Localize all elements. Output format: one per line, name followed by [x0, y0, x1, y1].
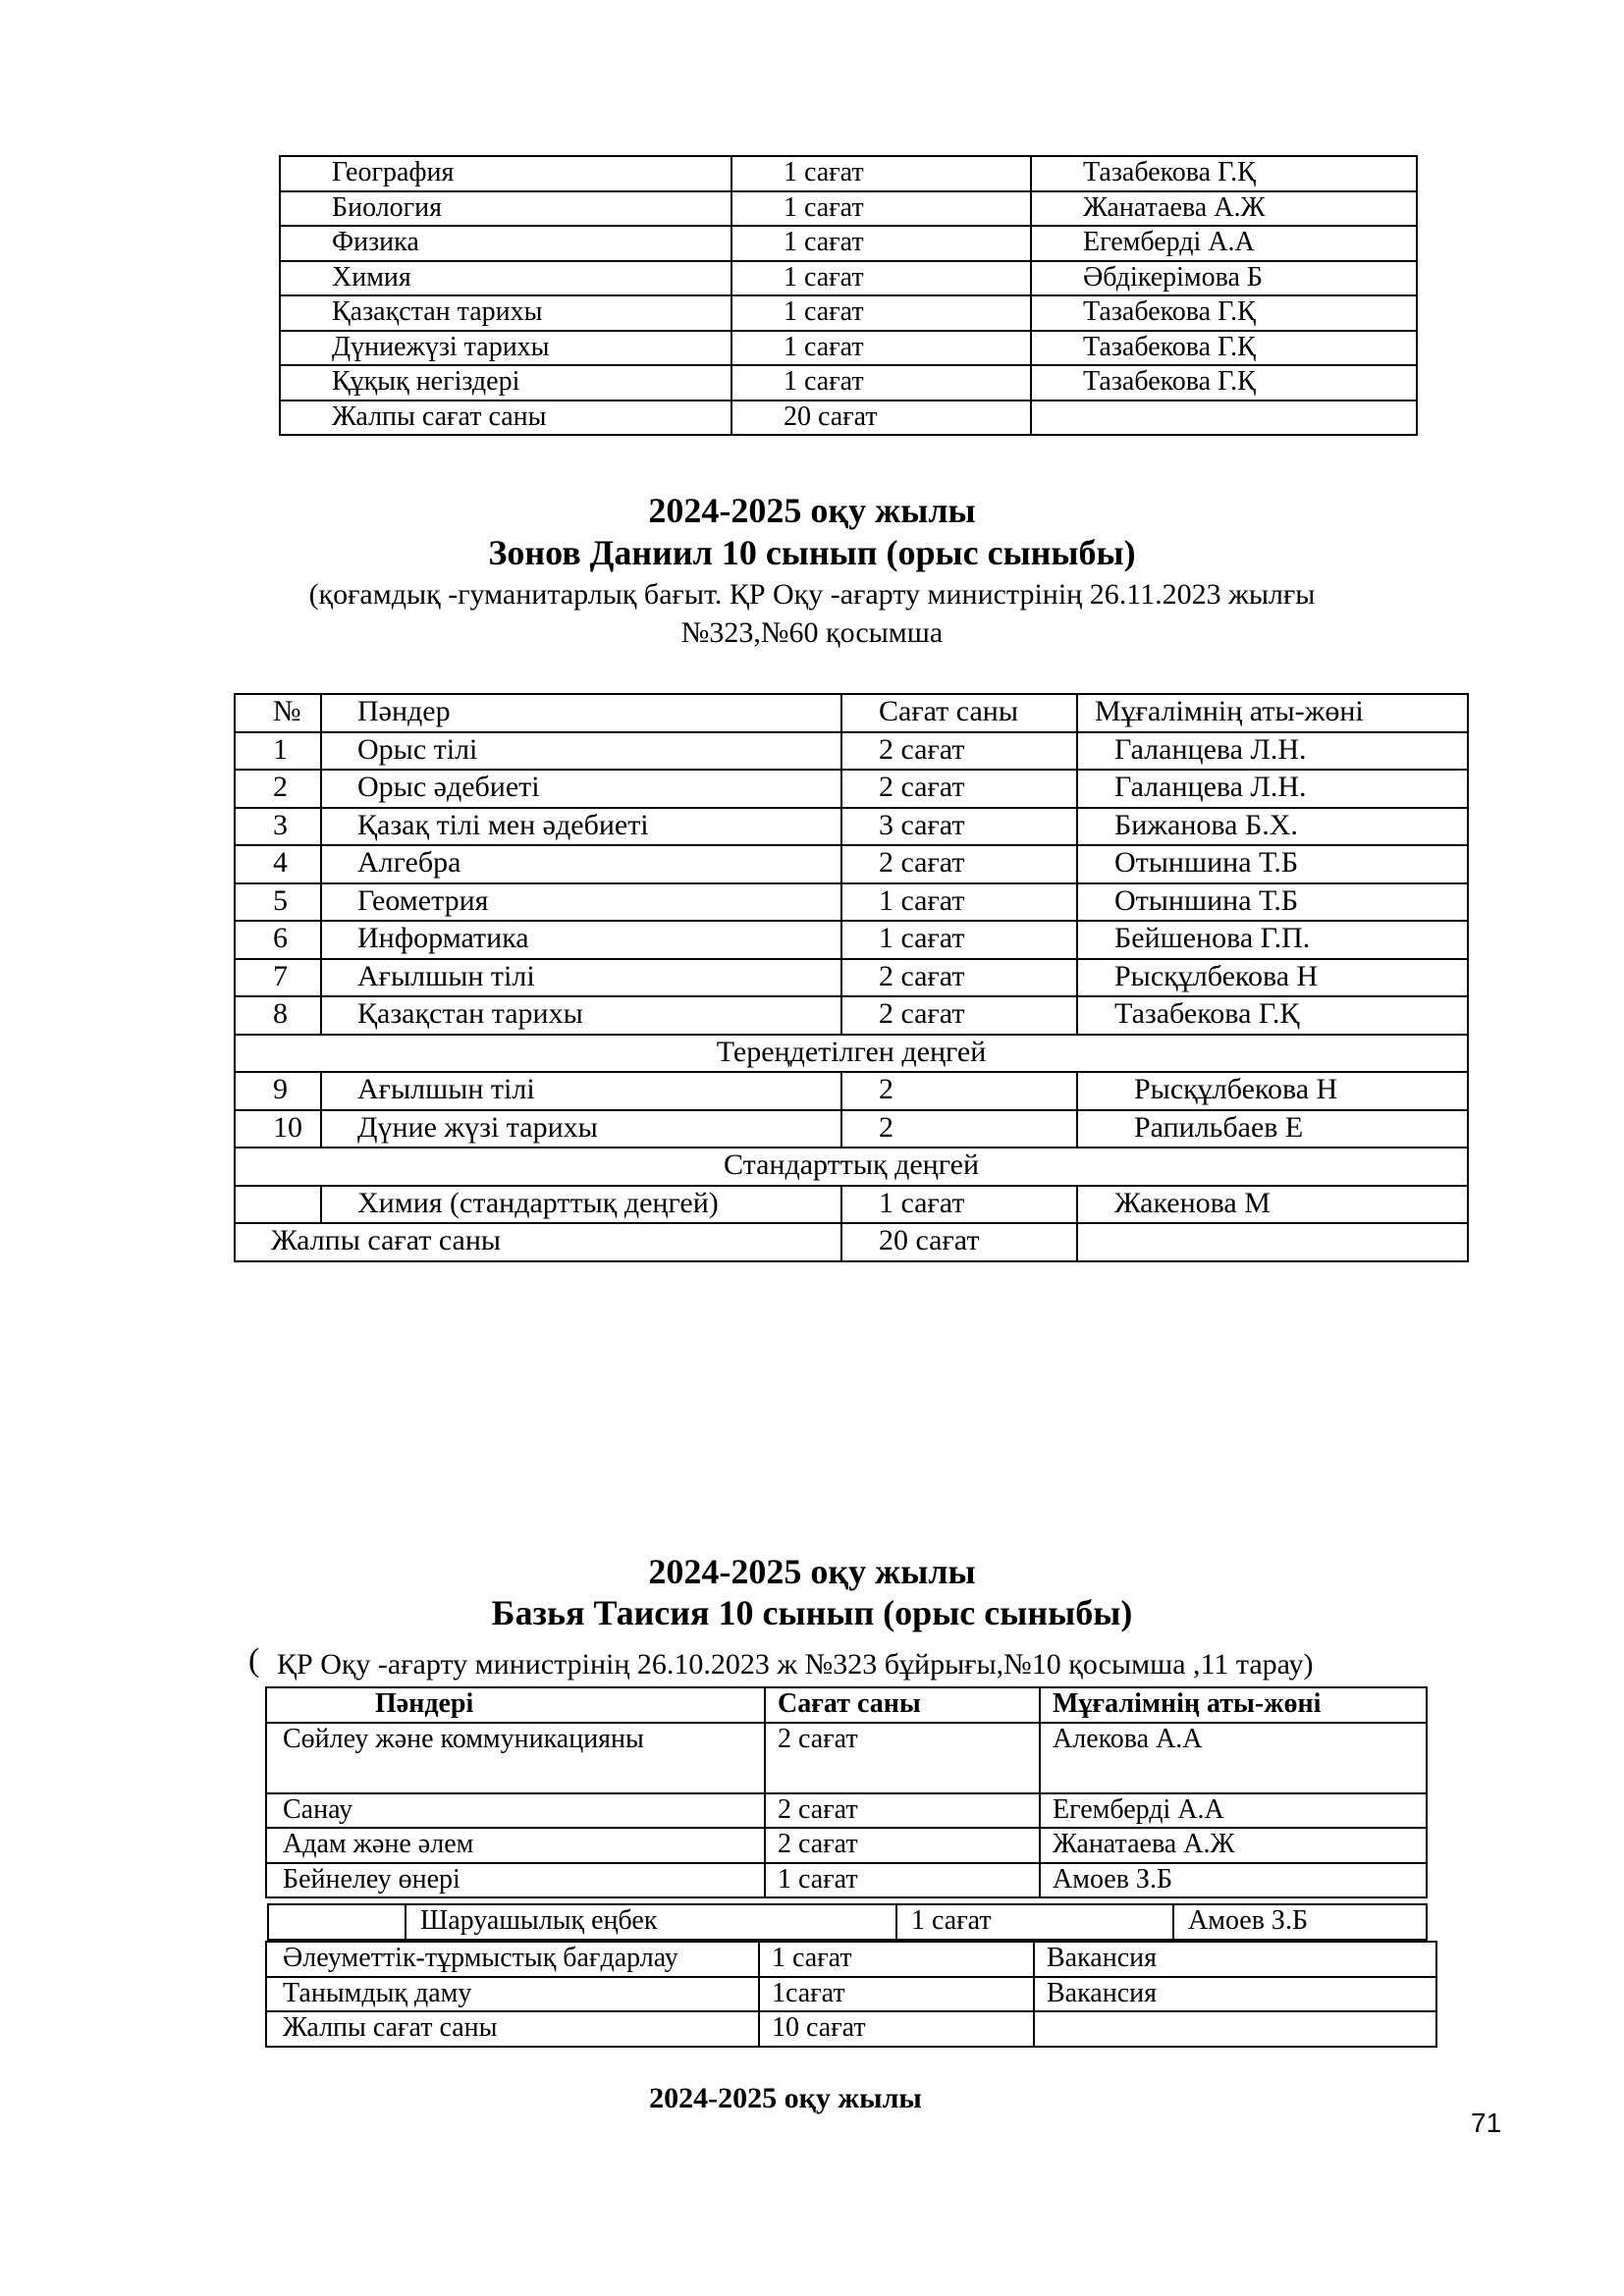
- num-cell: 5: [235, 883, 321, 922]
- table-row: [266, 1942, 1436, 1977]
- section2-note-line1: (қоғамдық -гуманитарлық бағыт. ҚР Оқу -ағарту министрінің 26.11.2023 жылғы: [308, 578, 1316, 611]
- empty-cell: [268, 1904, 406, 1940]
- zonov-subjects-table: [234, 693, 1469, 1262]
- empty-cell: [1031, 400, 1417, 436]
- hours-cell: 1 сағат: [759, 1942, 1034, 1977]
- subject-cell: Ағылшын тілі: [321, 1072, 841, 1110]
- teacher-cell: Бейшенова Г.П.: [1077, 921, 1468, 959]
- bazya-labour-row: [267, 1903, 1428, 1941]
- teacher-cell: Жакенова М: [1077, 1186, 1468, 1224]
- teacher-cell: Тазабекова Г.Қ: [1031, 331, 1417, 366]
- total-label: Жалпы сағат саны: [235, 1223, 841, 1261]
- total-hours: 20 сағат: [731, 400, 1031, 436]
- teacher-cell: Амоев З.Б: [1173, 1904, 1427, 1940]
- hours-cell: 1 сағат: [731, 226, 1031, 261]
- empty-cell: [1077, 1223, 1468, 1261]
- table-row: [280, 365, 1417, 400]
- hours-cell: 2 сағат: [841, 959, 1077, 997]
- header-subject: Пәндері: [266, 1687, 765, 1723]
- hours-cell: 1сағат: [759, 1977, 1034, 2012]
- teacher-cell: Жанатаева А.Ж: [1040, 1828, 1427, 1863]
- teacher-cell: Бижанова Б.Х.: [1077, 808, 1468, 846]
- subject-cell: Биология: [280, 191, 731, 227]
- total-label: Жалпы сағат саны: [280, 400, 731, 436]
- header-row: [235, 694, 1468, 732]
- teacher-cell: Тазабекова Г.Қ: [1031, 156, 1417, 191]
- subject-cell: Адам және әлем: [266, 1828, 765, 1863]
- teacher-cell: Отыншина Т.Б: [1077, 845, 1468, 883]
- subject-cell: Құқық негіздері: [280, 365, 731, 400]
- hours-cell: 1 сағат: [896, 1904, 1173, 1940]
- table-row: [280, 191, 1417, 227]
- table-row: [235, 1186, 1468, 1224]
- hours-cell: 2 сағат: [765, 1793, 1040, 1829]
- table-row: [235, 1072, 1468, 1110]
- subject-cell: Танымдық даму: [266, 1977, 759, 2012]
- table-row: [235, 959, 1468, 997]
- teacher-cell: Тазабекова Г.Қ: [1077, 996, 1468, 1035]
- level-row: [235, 1148, 1468, 1186]
- hours-cell: 1 сағат: [731, 365, 1031, 400]
- num-cell: 3: [235, 808, 321, 846]
- hours-cell: 1 сағат: [841, 883, 1077, 922]
- table-row: [280, 226, 1417, 261]
- header-hours: Сағат саны: [841, 694, 1077, 732]
- table-row: [280, 156, 1417, 191]
- empty-cell: [1034, 2011, 1436, 2047]
- subject-cell: Бейнелеу өнері: [266, 1863, 765, 1898]
- num-cell: 8: [235, 996, 321, 1035]
- advanced-level-label: Тереңдетілген деңгей: [235, 1035, 1468, 1073]
- hours-cell: 2 сағат: [841, 732, 1077, 771]
- header-row: [266, 1687, 1427, 1723]
- subject-cell: Қазақ тілі мен әдебиеті: [321, 808, 841, 846]
- hours-cell: 1 сағат: [731, 261, 1031, 296]
- total-row: [266, 2011, 1436, 2047]
- header-hours: Сағат саны: [765, 1687, 1040, 1723]
- hours-cell: 2 сағат: [841, 996, 1077, 1035]
- teacher-cell: Егемберді А.А: [1031, 226, 1417, 261]
- hours-cell: 2: [841, 1110, 1077, 1148]
- hours-cell: 2: [841, 1072, 1077, 1110]
- section2-note-line2: №323,№60 қосымша: [680, 616, 944, 649]
- section4-year: 2024-2025 оқу жылы: [649, 2082, 922, 2114]
- hours-cell: 2 сағат: [841, 845, 1077, 883]
- total-label: Жалпы сағат саны: [266, 2011, 759, 2047]
- table-row: [235, 845, 1468, 883]
- teacher-cell: Вакансия: [1034, 1977, 1436, 2012]
- teacher-cell: Тазабекова Г.Қ: [1031, 295, 1417, 331]
- num-cell: 2: [235, 770, 321, 808]
- teacher-cell: Рысқұлбекова Н: [1077, 959, 1468, 997]
- teacher-cell: Жанатаева А.Ж: [1031, 191, 1417, 227]
- num-cell: 1: [235, 732, 321, 771]
- section3-year: 2024-2025 оқу жылы: [648, 1552, 976, 1591]
- teacher-cell: Алекова А.А: [1040, 1723, 1427, 1793]
- table-row: [280, 331, 1417, 366]
- table-row: [235, 1110, 1468, 1148]
- section2-student: Зонов Даниил 10 сынып (орыс сыныбы): [488, 533, 1136, 572]
- table-row: [266, 1828, 1427, 1863]
- subject-cell: Физика: [280, 226, 731, 261]
- header-teacher: Мұғалімнің аты-жөні: [1040, 1687, 1427, 1723]
- subject-cell: Қазақстан тарихы: [280, 295, 731, 331]
- header-teacher: Мұғалімнің аты-жөні: [1077, 694, 1468, 732]
- subject-cell: Алгебра: [321, 845, 841, 883]
- hours-cell: 2 сағат: [765, 1723, 1040, 1793]
- subject-cell: Орыс тілі: [321, 732, 841, 771]
- hours-cell: 3 сағат: [841, 808, 1077, 846]
- num-cell: 9: [235, 1072, 321, 1110]
- hours-cell: 1 сағат: [731, 331, 1031, 366]
- teacher-cell: Рысқұлбекова Н: [1077, 1072, 1468, 1110]
- table-row: [266, 1793, 1427, 1829]
- section3-student: Базья Таисия 10 сынып (орыс сыныбы): [491, 1593, 1133, 1632]
- section3-note: ҚР Оқу -ағарту министрінің 26.10.2023 ж №323 бұйрығы,№10 қосымша ,11 тарау): [277, 1648, 1314, 1681]
- subject-cell: Орыс әдебиеті: [321, 770, 841, 808]
- table-row: [235, 921, 1468, 959]
- teacher-cell: Әбдікерімова Б: [1031, 261, 1417, 296]
- table-row: [266, 1863, 1427, 1898]
- total-row: [280, 400, 1417, 436]
- subject-cell: Санау: [266, 1793, 765, 1829]
- teacher-cell: Галанцева Л.Н.: [1077, 770, 1468, 808]
- subject-cell: Дүние жүзі тарихы: [321, 1110, 841, 1148]
- bazya-subjects-table: [265, 1686, 1428, 1898]
- subject-cell: Химия (стандарттық деңгей): [321, 1186, 841, 1224]
- total-row: [235, 1223, 1468, 1261]
- subject-cell: Информатика: [321, 921, 841, 959]
- num-cell: [235, 1186, 321, 1224]
- num-cell: 4: [235, 845, 321, 883]
- subject-cell: Ағылшын тілі: [321, 959, 841, 997]
- subject-cell: Шаруашылық еңбек: [406, 1904, 896, 1940]
- teacher-cell: Егемберді А.А: [1040, 1793, 1427, 1829]
- total-hours: 10 сағат: [759, 2011, 1034, 2047]
- teacher-cell: Рапильбаев Е: [1077, 1110, 1468, 1148]
- standard-level-label: Стандарттық деңгей: [235, 1148, 1468, 1186]
- hours-cell: 1 сағат: [731, 295, 1031, 331]
- hours-cell: 1 сағат: [841, 921, 1077, 959]
- subject-cell: Дүниежүзі тарихы: [280, 331, 731, 366]
- table-row: [268, 1904, 1427, 1940]
- table-row: [266, 1723, 1427, 1793]
- subject-cell: Геометрия: [321, 883, 841, 922]
- table-row: [235, 808, 1468, 846]
- subject-cell: География: [280, 156, 731, 191]
- hours-cell: 1 сағат: [765, 1863, 1040, 1898]
- num-cell: 10: [235, 1110, 321, 1148]
- num-cell: 7: [235, 959, 321, 997]
- subjects-table-continued: [279, 155, 1418, 436]
- table-row: [266, 1977, 1436, 2012]
- hours-cell: 2 сағат: [841, 770, 1077, 808]
- table-row: [235, 732, 1468, 771]
- hours-cell: 1 сағат: [731, 191, 1031, 227]
- level-row: [235, 1035, 1468, 1073]
- header-subject: Пәндер: [321, 694, 841, 732]
- total-hours: 20 сағат: [841, 1223, 1077, 1261]
- subject-cell: Әлеуметтік-тұрмыстық бағдарлау: [266, 1942, 759, 1977]
- section2-year: 2024-2025 оқу жылы: [648, 491, 976, 530]
- section3-note-paren: (: [248, 1642, 260, 1679]
- table-row: [280, 261, 1417, 296]
- teacher-cell: Тазабекова Г.Қ: [1031, 365, 1417, 400]
- table-row: [235, 770, 1468, 808]
- subject-cell: Химия: [280, 261, 731, 296]
- header-num: №: [235, 694, 321, 732]
- teacher-cell: Амоев З.Б: [1040, 1863, 1427, 1898]
- table-row: [235, 996, 1468, 1035]
- bazya-subjects-table-bottom: [265, 1941, 1437, 2048]
- subject-cell: Сөйлеу және коммуникацияны: [266, 1723, 765, 1793]
- hours-cell: 1 сағат: [731, 156, 1031, 191]
- table-row: [280, 295, 1417, 331]
- page-number: 71: [1471, 2108, 1502, 2138]
- hours-cell: 2 сағат: [765, 1828, 1040, 1863]
- teacher-cell: Отыншина Т.Б: [1077, 883, 1468, 922]
- teacher-cell: Галанцева Л.Н.: [1077, 732, 1468, 771]
- teacher-cell: Вакансия: [1034, 1942, 1436, 1977]
- subject-cell: Қазақстан тарихы: [321, 996, 841, 1035]
- num-cell: 6: [235, 921, 321, 959]
- hours-cell: 1 сағат: [841, 1186, 1077, 1224]
- table-row: [235, 883, 1468, 922]
